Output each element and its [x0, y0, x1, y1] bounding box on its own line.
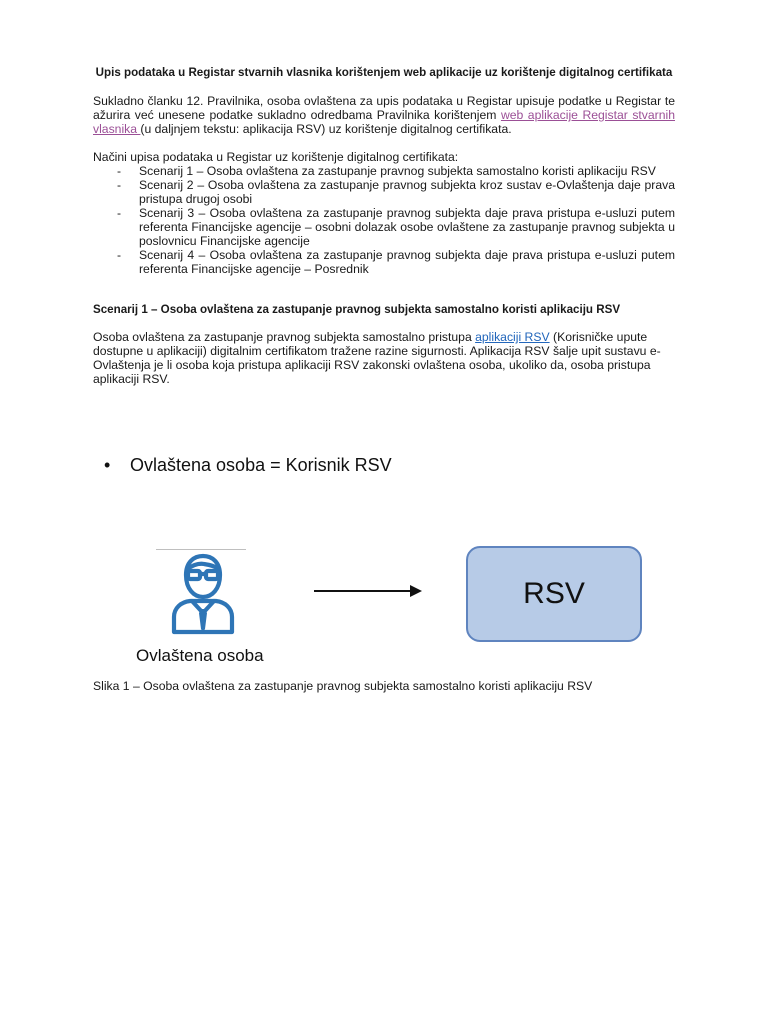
section-1-text-after-link: (Korisničke upute dostupne u aplikaciji) digitalnim certifikatom tražene razine sigurnosti. Aplikacija RSV šalje upit sustavu e-Ovlaštenja je li osoba koja pristupa aplikaciji RSV zakonski ovlaštena osoba, ukoliko da, osoba pristupa aplikaciji RSV. [93, 330, 661, 386]
list-dash: - [117, 164, 122, 178]
bullet-marker: • [104, 455, 111, 475]
intro-text-before-link: Sukladno članku 12. Pravilnika, osoba ovlaštena za upis podataka u Registar upisuje podatke u Registar te ažurira već unesene podatke sukladno odredbama Pravilnika korištenjem [93, 94, 675, 122]
list-item [93, 178, 675, 206]
document-title: Upis podataka u Registar stvarnih vlasnika korištenjem web aplikacije uz korištenje digitalnog certifikata [95, 66, 673, 79]
section-1-paragraph [93, 330, 675, 386]
list-dash: - [117, 178, 122, 192]
right-arrow-icon [312, 581, 424, 601]
scenario-1-text: Scenarij 1 – Osoba ovlaštena za zastupanje pravnog subjekta samostalno koristi aplikaciju RSV [139, 164, 656, 178]
scenario-4-text: Scenarij 4 – Osoba ovlaštena za zastupanje pravnog subjekta daje prava pristupa e-usluzi putem referenta Financijske agencije – Posrednik [139, 248, 675, 276]
scenario-3-text: Scenarij 3 – Osoba ovlaštena za zastupanje pravnog subjekta daje prava pristupa e-usluzi putem referenta Financijske agencije – osobni dolazak osobe ovlaštene za zastupanje pravnog subjekta u poslovnicu Financijske agencije [139, 206, 675, 248]
figure-caption: Slika 1 – Osoba ovlaštena za zastupanje pravnog subjekta samostalno koristi aplikaciju RSV [93, 679, 593, 693]
scenario-2-text: Scenarij 2 – Osoba ovlaštena za zastupanje pravnog subjekta kroz sustav e-Ovlaštenja daje prava pristupa drugoj osobi [139, 178, 675, 206]
list-dash: - [117, 248, 122, 262]
bullet-line [104, 454, 392, 476]
list-dash: - [117, 206, 122, 220]
intro-text-after-link: (u daljnjem tekstu: aplikacija RSV) uz korištenje digitalnog certifikata. [140, 122, 512, 136]
section-1-text-before-link: Osoba ovlaštena za zastupanje pravnog subjekta samostalno pristupa [93, 330, 476, 344]
rsv-box: RSV [466, 546, 642, 642]
list-item [93, 206, 675, 248]
list-item [93, 248, 675, 276]
figure-diagram [130, 545, 650, 675]
intro-paragraph [93, 94, 675, 136]
bullet-text: Ovlaštena osoba = Korisnik RSV [130, 455, 392, 475]
document-page [93, 66, 675, 386]
rsv-app-link[interactable]: aplikaciji RSV [475, 330, 550, 344]
scenario-list [93, 164, 675, 276]
section-1-heading: Scenarij 1 – Osoba ovlaštena za zastupanje pravnog subjekta samostalno koristi aplikaciju RSV [93, 303, 621, 316]
methods-intro: Načini upisa podataka u Registar uz korištenje digitalnog certifikata: [93, 150, 459, 164]
list-item [93, 164, 675, 178]
person-label: Ovlaštena osoba [136, 646, 264, 665]
person-with-glasses-icon [168, 549, 238, 635]
rsv-web-app-link[interactable]: web aplikacije Registar stvarnih vlasnika [93, 108, 676, 136]
